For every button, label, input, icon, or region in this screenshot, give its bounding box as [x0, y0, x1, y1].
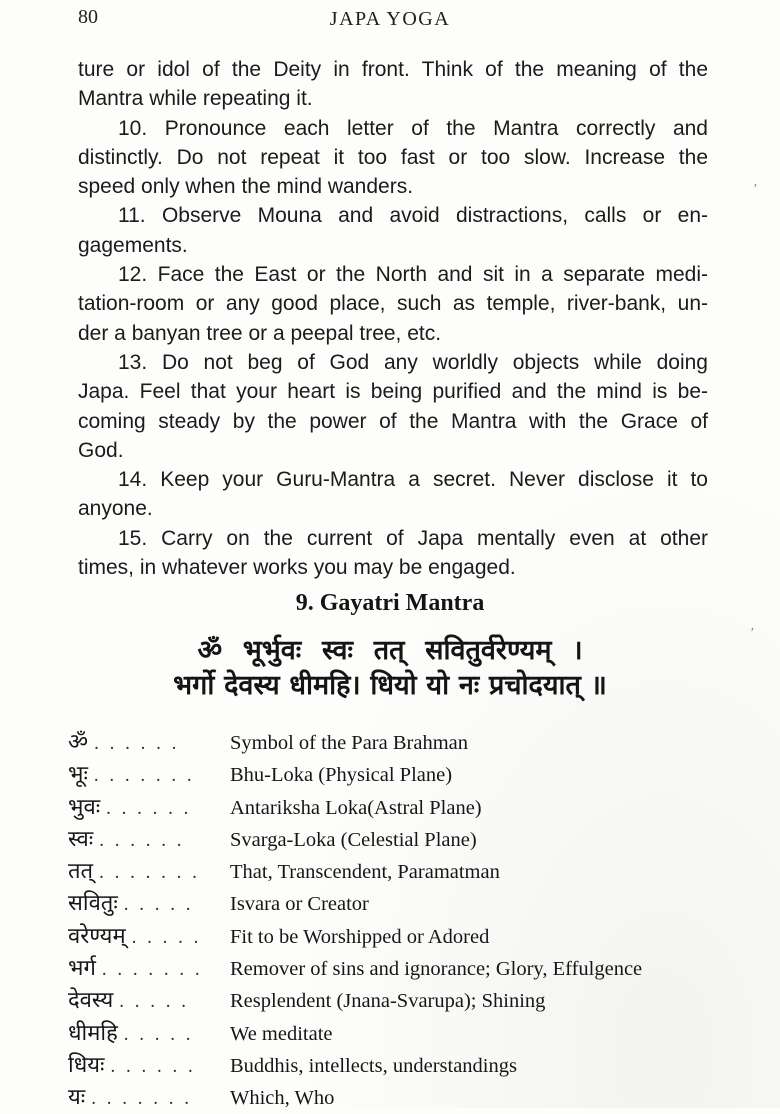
- body-line: 12. Face the East or the North and sit in a separate medi-: [118, 263, 708, 287]
- dot-leaders: . . . . . . .: [101, 959, 203, 981]
- glossary-term: तत्: [68, 858, 94, 884]
- glossary-lead: [68, 791, 230, 821]
- body-line: anyone.: [78, 497, 153, 521]
- glossary-row: [68, 855, 718, 887]
- paragraph: [78, 201, 708, 260]
- running-title: JAPA YOGA: [329, 8, 451, 30]
- glossary-meaning: Resplendent (Jnana-Svarupa); Shining: [230, 990, 546, 1013]
- body-line: 10. Pronounce each letter of the Mantra correctly and: [118, 116, 708, 140]
- glossary-row: [68, 791, 718, 823]
- dot-leaders: . . . . . . .: [99, 862, 200, 884]
- glossary-term: ॐ: [68, 729, 89, 754]
- body-text: [78, 55, 708, 582]
- glossary: [68, 726, 718, 1114]
- dot-leaders: . . . . . .: [99, 829, 185, 851]
- glossary-meaning: Isvara or Creator: [230, 893, 369, 916]
- dot-leaders: . . . . . . .: [91, 1088, 192, 1110]
- paragraph: [78, 524, 708, 583]
- paragraph: [78, 114, 708, 202]
- glossary-row: [68, 920, 718, 952]
- glossary-term: सवितुः: [68, 890, 118, 916]
- mantra-line: भर्गो देवस्य धीमहि। धियो यो नः प्रचोदयात् ॥: [173, 670, 607, 700]
- body-line: 11. Observe Mouna and avoid distractions, calls or en-: [118, 204, 708, 228]
- body-line: distinctly. Do not repeat it too fast or too slow. Increase the: [78, 145, 708, 169]
- glossary-term: भूः: [68, 761, 88, 787]
- dot-leaders: . . . . .: [123, 1023, 194, 1045]
- dot-leaders: . . . . . . .: [93, 765, 195, 787]
- glossary-row: [68, 726, 718, 758]
- glossary-term: धीमहि: [68, 1019, 118, 1045]
- glossary-meaning: Antariksha Loka(Astral Plane): [230, 796, 482, 819]
- glossary-meaning: Buddhis, intellects, understandings: [230, 1054, 517, 1077]
- body-line: God.: [78, 438, 124, 462]
- dot-leaders: . . . . . .: [94, 733, 180, 754]
- glossary-lead: [68, 984, 230, 1014]
- glossary-row: [68, 984, 718, 1016]
- dot-leaders: . . . . . .: [110, 1055, 196, 1077]
- body-line: gagements.: [78, 233, 188, 257]
- glossary-term: स्वः: [68, 825, 94, 851]
- glossary-term: भर्ग: [68, 955, 96, 981]
- glossary-row: [68, 1081, 718, 1113]
- paragraph: [78, 465, 708, 524]
- glossary-row: [68, 887, 718, 919]
- glossary-row: [68, 1017, 718, 1049]
- glossary-lead: [68, 855, 230, 885]
- paragraph: [78, 55, 708, 114]
- paragraph: [78, 260, 708, 348]
- body-line: speed only when the mind wanders.: [78, 175, 414, 199]
- glossary-meaning: Symbol of the Para Brahman: [230, 732, 468, 754]
- glossary-term: धियः: [68, 1051, 105, 1077]
- dot-leaders: . . . . .: [123, 894, 194, 916]
- scan-artifact: ’: [750, 181, 759, 198]
- glossary-lead: [68, 920, 230, 950]
- body-line: Japa. Feel that your heart is being purified and the mind is be-: [78, 380, 708, 404]
- glossary-row: [68, 758, 718, 790]
- body-line: der a banyan tree or a peepal tree, etc.: [78, 321, 442, 345]
- glossary-term: देवस्य: [68, 987, 114, 1013]
- glossary-meaning: We meditate: [230, 1022, 333, 1045]
- gayatri-mantra-sanskrit: [75, 633, 705, 703]
- glossary-meaning: Which, Who: [230, 1087, 335, 1110]
- body-line: 14. Keep your Guru-Mantra a secret. Never disclose it to: [118, 468, 708, 492]
- body-line: Mantra while repeating it.: [78, 87, 313, 111]
- glossary-lead: [68, 1049, 230, 1079]
- section-heading: 9. Gayatri Mantra: [295, 590, 485, 616]
- glossary-row: [68, 952, 718, 984]
- mantra-line: ॐ भूर्भुवः स्वः तत् सवितुर्वरेण्यम् ।: [197, 635, 583, 665]
- glossary-row: [68, 823, 718, 855]
- paragraph: [78, 348, 708, 465]
- body-line: tation-room or any good place, such as temple, river-bank, un-: [78, 292, 708, 316]
- glossary-meaning: Bhu-Loka (Physical Plane): [230, 764, 453, 787]
- dot-leaders: . . . . .: [119, 991, 189, 1013]
- body-line: 15. Carry on the current of Japa mentally even at other: [118, 526, 708, 550]
- glossary-term: यः: [68, 1084, 86, 1110]
- glossary-meaning: Fit to be Worshipped or Adored: [230, 925, 490, 948]
- page-number: 80: [78, 6, 98, 28]
- glossary-term: वरेण्यम्: [68, 922, 126, 948]
- glossary-lead: [68, 1081, 230, 1111]
- dot-leaders: . . . . .: [131, 926, 202, 948]
- glossary-lead: [68, 1017, 230, 1047]
- body-line: times, in whatever works you may be engaged.: [78, 556, 516, 580]
- glossary-lead: [68, 758, 230, 788]
- glossary-meaning: Remover of sins and ignorance; Glory, Effulgence: [230, 958, 643, 981]
- page-header: [0, 4, 780, 32]
- glossary-lead: [68, 887, 230, 917]
- scan-artifact: ’: [747, 625, 756, 642]
- glossary-meaning: Svarga-Loka (Celestial Plane): [230, 828, 477, 851]
- glossary-meaning: That, Transcendent, Paramatman: [230, 861, 500, 884]
- body-line: coming steady by the power of the Mantra with the Grace of: [78, 409, 708, 433]
- body-line: 13. Do not beg of God any worldly objects while doing: [118, 350, 708, 374]
- glossary-row: [68, 1049, 718, 1081]
- dot-leaders: . . . . . .: [106, 797, 192, 819]
- glossary-lead: [68, 726, 230, 756]
- glossary-lead: [68, 952, 230, 982]
- glossary-lead: [68, 823, 230, 853]
- body-line: ture or idol of the Deity in front. Think of the meaning of the: [78, 58, 708, 81]
- glossary-term: भुवः: [68, 793, 101, 819]
